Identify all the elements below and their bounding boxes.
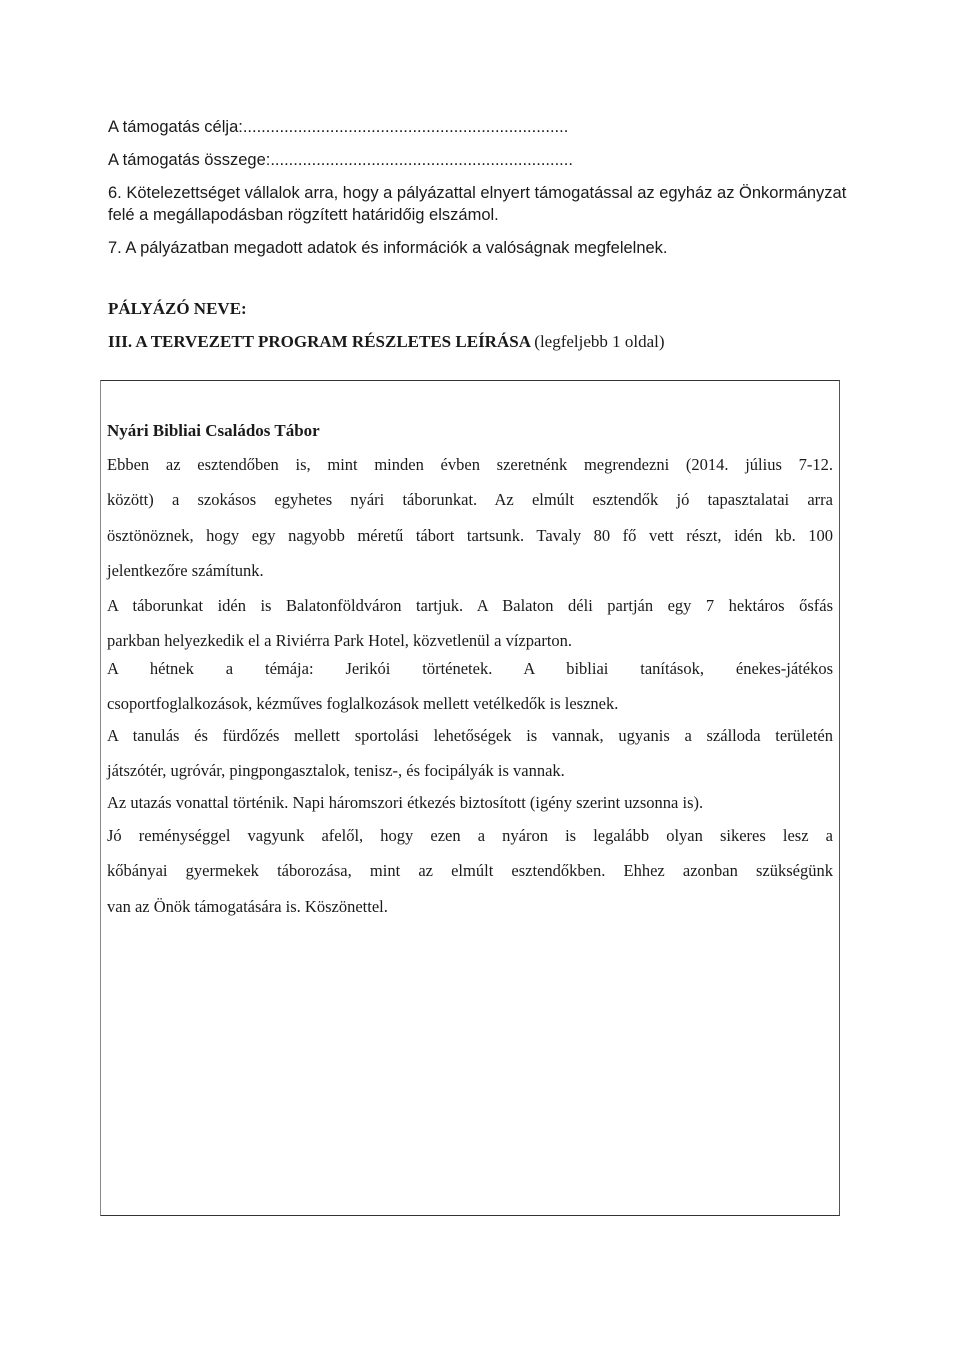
- amount-line: A támogatás összege:..................................................................: [108, 151, 573, 169]
- paragraph-line: van az Önök támogatására is. Köszönettel.: [107, 896, 388, 916]
- paragraph-line: Az utazás vonattal történik. Napi háromszori étkezés biztosított (igény szerint uzsonna is).: [107, 793, 704, 812]
- paragraph-line: parkban helyezkedik el a Riviérra Park Hotel, közvetlenül a vízparton.: [107, 631, 573, 651]
- paragraph-line: A táborunkat idén is Balatonföldváron tartjuk. A Balaton déli partján egy 7 hektáros ősfás: [107, 596, 833, 615]
- paragraph-line: kőbányai gyermekek táborozása, mint az elmúlt esztendőkben. Ehhez azonban szükségünk: [107, 861, 833, 881]
- statement-6-line-1: 6. Kötelezettséget vállalok arra, hogy a pályázattal elnyert támogatással az egyház az Önkormányzat: [108, 184, 847, 202]
- paragraph-line: ösztönöznek, hogy egy nagyobb méretű tábort tartsunk. Tavaly 80 fő vett részt, idén kb. 100: [107, 525, 833, 545]
- paragraph-line: A tanulás és fürdőzés mellett sportolási lehetőségek is vannak, ugyanis a szálloda területén: [107, 726, 833, 745]
- paragraph-line: között) a szokásos egyhetes nyári táborunkat. Az elmúlt esztendők jó tapasztalatai arra: [107, 490, 833, 510]
- program-paragraph-6: [107, 818, 833, 924]
- paragraph-line: jelentkezőre számítunk.: [107, 560, 264, 580]
- statement-6-line-2: felé a megállapodásban rögzített határidőig elszámol.: [108, 206, 499, 224]
- paragraph-line: csoportfoglalkozások, kézműves foglalkozások mellett vetélkedők is lesznek.: [107, 694, 619, 714]
- paragraph-line: A hétnek a témája: Jerikói történetek. A bibliai tanítások, énekes-játékos: [107, 659, 833, 678]
- program-paragraph-1: [107, 447, 833, 588]
- program-paragraph-4: [107, 718, 833, 789]
- paragraph-line: Ebben az esztendőben is, mint minden évben szeretnénk megrendezni (2014. július 7-12.: [107, 455, 833, 474]
- section-title: III. A TERVEZETT PROGRAM RÉSZLETES LEÍRÁSA: [108, 332, 531, 351]
- paragraph-line: játszótér, ugróvár, pingpongasztalok, tenisz-, és focipályák is vannak.: [107, 761, 565, 781]
- program-paragraph-2: [107, 588, 833, 659]
- applicant-name-label: PÁLYÁZÓ NEVE:: [108, 299, 247, 318]
- purpose-line: A támogatás célja:.......................................................................: [108, 118, 569, 136]
- statement-7: 7. A pályázatban megadott adatok és információk a valóságnak megfelelnek.: [108, 239, 668, 257]
- program-paragraph-3: [107, 651, 833, 722]
- section-note: (legfeljebb 1 oldal): [534, 332, 665, 351]
- program-title: Nyári Bibliai Családos Tábor: [107, 421, 320, 440]
- section-heading: [108, 332, 665, 352]
- program-paragraph-5: [107, 785, 833, 820]
- paragraph-line: Jó reménységgel vagyunk afelől, hogy ezen a nyáron is legalább olyan sikeres lesz a: [107, 826, 833, 845]
